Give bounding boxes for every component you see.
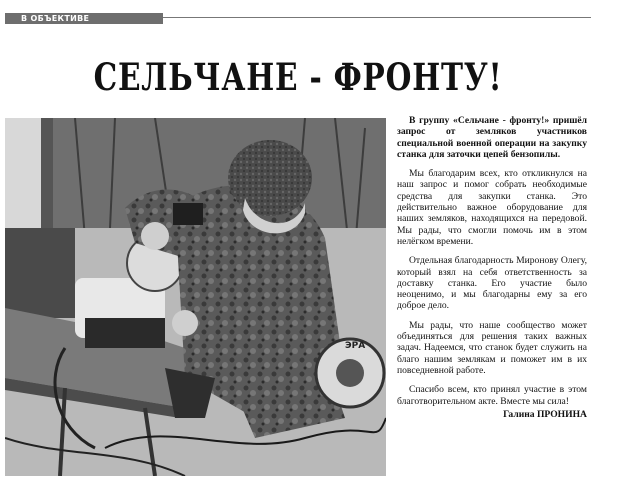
article-body <box>397 115 587 428</box>
article-lead: В группу «Сельчане - фронту!» пришёл запрос от земляков участников специальной военной операции на закупку станка для заточки цепей бензопилы. <box>397 115 587 160</box>
section-label: В ОБЪЕКТИВЕ <box>5 13 163 24</box>
article-photo <box>5 118 386 476</box>
article-paragraph: Спасибо всем, кто принял участие в этом благотворительном акте. Вместе мы сила! <box>397 384 587 407</box>
article-paragraph: Мы благодарим всех, кто откликнулся на наш запрос и помог собрать необходимые средства для закупки станка. Это действительно важное оборудование для наших земляков, находящихся на передовой. Мы рады, что смогли помочь им в этом нелёгком времени. <box>397 168 587 247</box>
article-paragraph: Мы рады, что наше сообщество может объединяться для решения таких важных задач. Надеемся, что станок будет служить на благо нашим землякам и поможет им в их повседневной работе. <box>397 319 587 376</box>
article-author: Галина ПРОНИНА <box>503 408 587 420</box>
article-paragraph: Отдельная благодарность Миронову Олегу, который взял на себя ответственность за доставку станка. Его участие было неоценимо, и мы благодарны ему за его доброе дело. <box>397 255 587 312</box>
top-rule <box>163 17 591 18</box>
headline: СЕЛЬЧАНЕ - ФРОНТУ! <box>93 54 503 99</box>
spool-label: ЭРА <box>345 341 366 351</box>
